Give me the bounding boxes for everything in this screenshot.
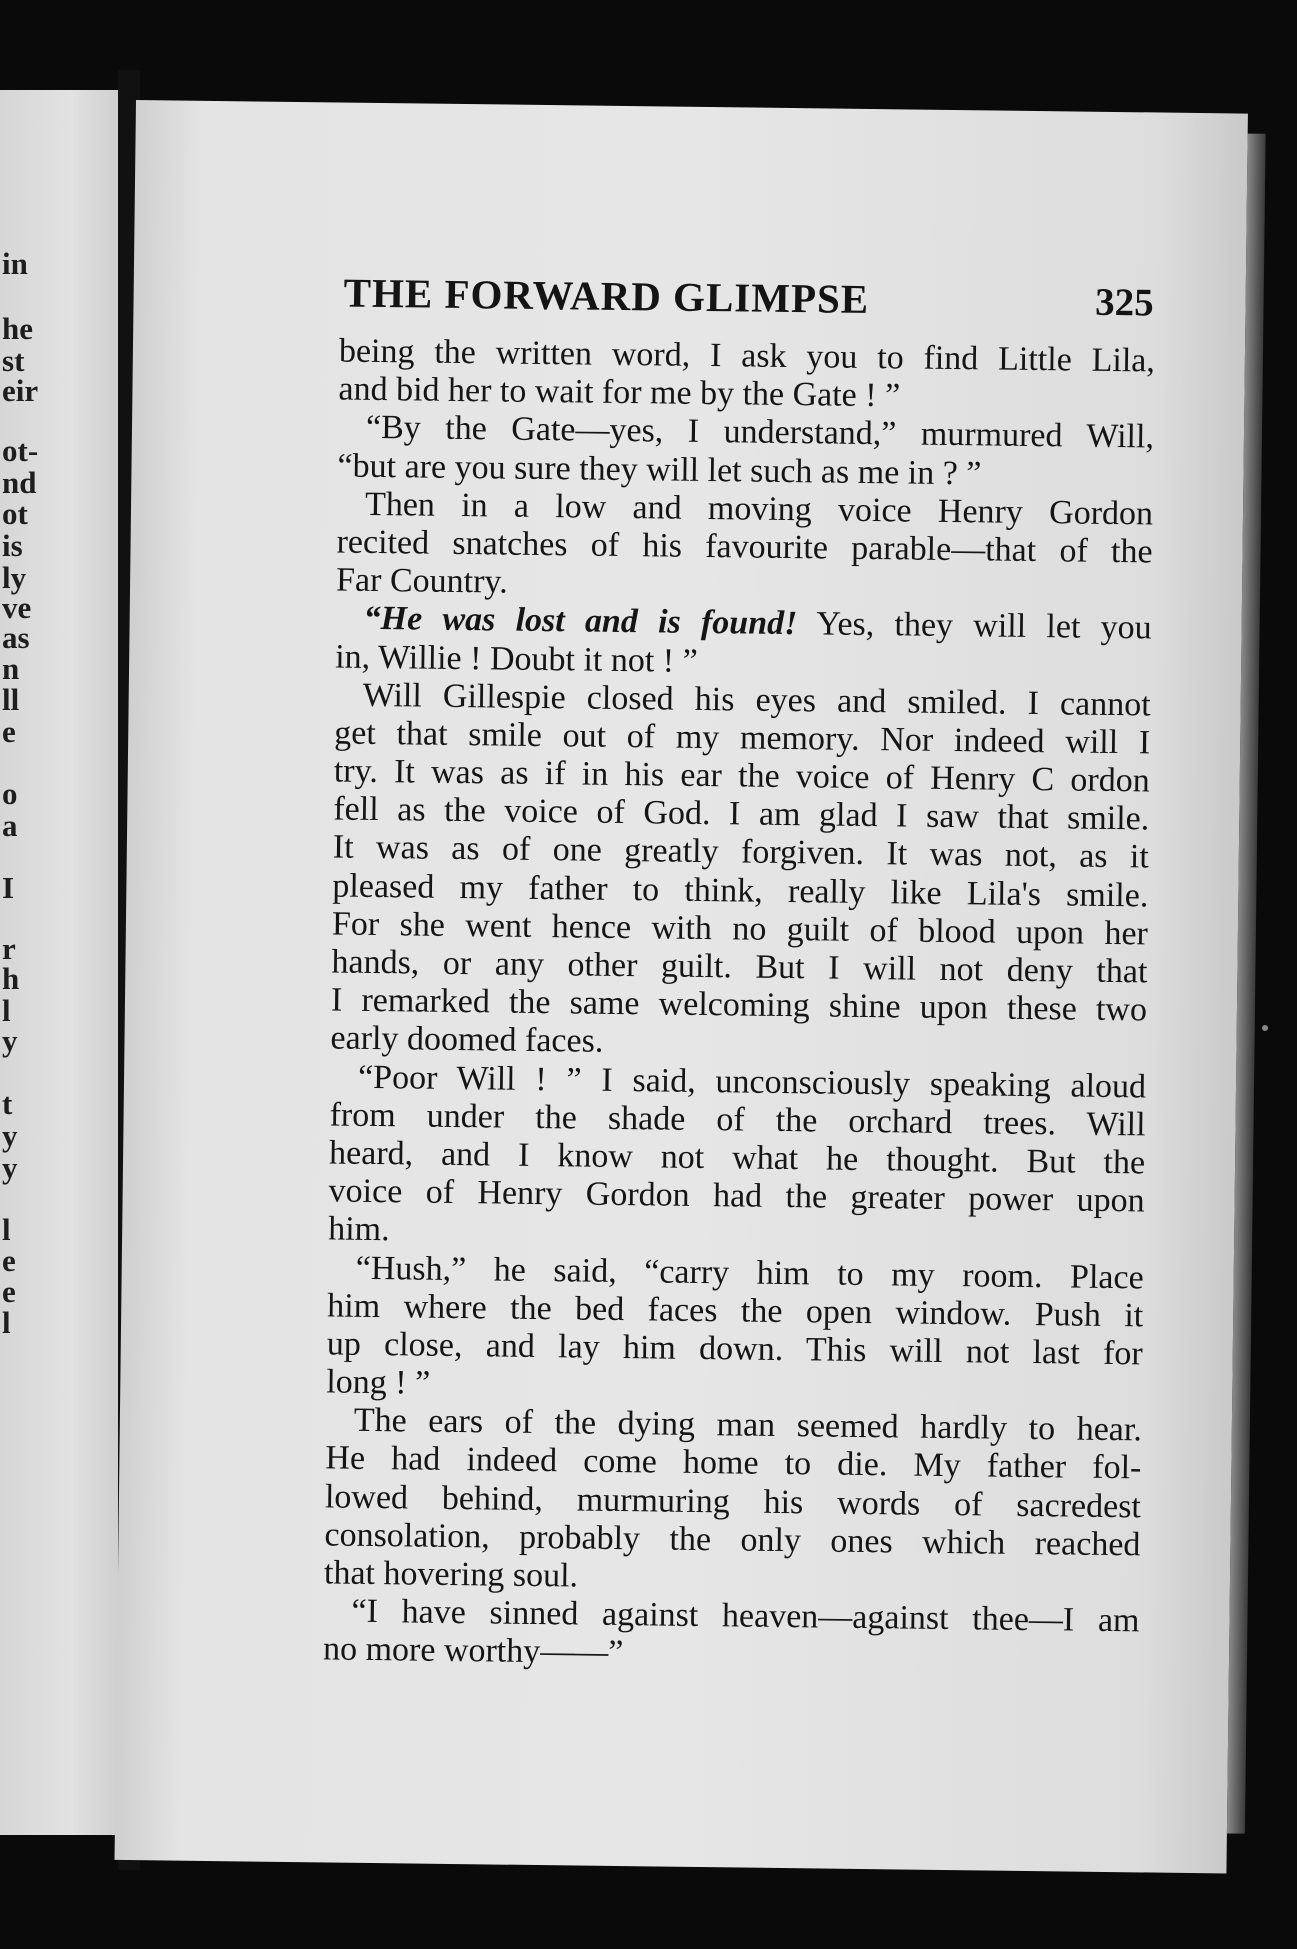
scan-speck [1262, 1025, 1268, 1031]
page-number: 325 [1094, 280, 1154, 325]
left-page-fragment: ll [2, 682, 20, 717]
text-line: consolation, probably the only ones which reached [324, 1516, 1141, 1564]
text-line: voice of Henry Gordon had the greater power upon [328, 1172, 1145, 1220]
text-line: him where the bed faces the open window. Push it [327, 1287, 1144, 1335]
text-line: heard, and I know not what he thought. But the [328, 1134, 1146, 1182]
left-page-fragment: r [2, 931, 16, 966]
text-line: It was as of one greatly forgiven. It was not, as it [332, 828, 1150, 876]
text-line: up close, and lay him down. This will not last for [326, 1325, 1143, 1373]
text-line: fell as the voice of God. I am glad I saw that smile. [333, 790, 1150, 838]
text-line: lowed behind, murmuring his words of sacredest [324, 1478, 1142, 1526]
text-line: For she went hence with no guilt of blood upon her [331, 905, 1149, 953]
text-line: I remarked the same welcoming shine upon these two [330, 981, 1148, 1029]
left-page-fragment: a [2, 808, 18, 843]
text-line: early doomed faces. [330, 1019, 604, 1061]
left-page-fragment: l [2, 1305, 11, 1340]
text-line: “I have sinned against heaven—against thee—I am [351, 1592, 1140, 1640]
text-line: “but are you sure they will let such as me in ? ” [337, 447, 982, 492]
text-line: that hovering soul. [323, 1554, 579, 1595]
text-line: get that smile out of my memory. Nor indeed will I [334, 714, 1151, 762]
text-line: recited snatches of his favourite parable—that of the [336, 523, 1153, 571]
text-line: try. It was as if in his ear the voice of Henry C ordon [333, 752, 1150, 800]
left-page-fragment: he [2, 311, 33, 346]
left-page-fragment: y [2, 1150, 18, 1185]
text-line: Will Gillespie closed his eyes and smiled. I cannot [362, 676, 1151, 724]
left-page-fragment: e [2, 1274, 16, 1309]
text-line: pleased my father to think, really like Lila's smile. [332, 867, 1149, 915]
left-page-fragment: y [2, 1023, 18, 1058]
left-page-fragment: e [2, 1243, 16, 1278]
running-title: THE FORWARD GLIMPSE [343, 269, 870, 322]
text-line: Then in a low and moving voice Henry Gordon [364, 485, 1154, 533]
text-line: “Hush,” he said, “carry him to my room. Place [355, 1249, 1144, 1296]
left-page-fragment: is [2, 528, 23, 563]
left-page-fragment: in [2, 246, 28, 281]
left-page-fragment: as [2, 620, 30, 655]
left-page-fragment: eir [2, 373, 39, 408]
left-page-fragment: e [2, 714, 16, 749]
text-line: from under the shade of the orchard trees. Will [329, 1096, 1146, 1144]
left-page-fragment: y [2, 1118, 18, 1153]
text-line: in, Willie ! Doubt it not ! ” [334, 637, 698, 680]
book-page [114, 100, 1247, 1873]
text-line: long ! ” [326, 1363, 431, 1402]
text-line: and bid her to wait for me by the Gate ! ” [338, 370, 901, 415]
text-line: “Poor Will ! ” I said, unconsciously speaking aloud [357, 1058, 1147, 1105]
text-line: Far Country. [335, 561, 508, 601]
text-line: being the written word, I ask you to find Little Lila, [338, 332, 1156, 380]
left-page-fragment: ve [2, 590, 32, 625]
left-page-fragment: l [2, 993, 11, 1028]
left-page-fragment: ot- [2, 433, 39, 468]
quote-continuation: Yes, they will let you [797, 605, 1152, 647]
left-page-fragment: n [2, 651, 20, 686]
text-line: The ears of the dying man seemed hardly to hear. [353, 1402, 1143, 1449]
page-edge-shadow [1227, 134, 1266, 1834]
page-header [343, 269, 1154, 325]
left-facing-page [0, 90, 118, 1835]
left-page-fragment: h [2, 961, 20, 996]
text-line: no more worthy——” [322, 1630, 624, 1672]
left-page-fragment: I [2, 870, 15, 905]
left-page-fragment: ly [2, 560, 27, 595]
left-page-fragment: t [2, 1086, 13, 1121]
text-line: “By the Gate—yes, I understand,” murmured Will, [365, 409, 1155, 456]
italic-quote: “He was lost and is found! [363, 600, 798, 643]
left-page-fragment: nd [2, 465, 37, 500]
page-body [323, 332, 1155, 1678]
left-page-fragment: st [2, 343, 25, 378]
left-page-fragment: o [2, 776, 18, 811]
text-line: hands, or any other guilt. But I will not deny that [331, 943, 1148, 991]
left-page-fragment: l [2, 1212, 11, 1247]
left-page-fragment: ot [2, 496, 28, 531]
text-line: him. [327, 1210, 390, 1249]
text-line: He had indeed come home to die. My father fol- [325, 1439, 1142, 1487]
